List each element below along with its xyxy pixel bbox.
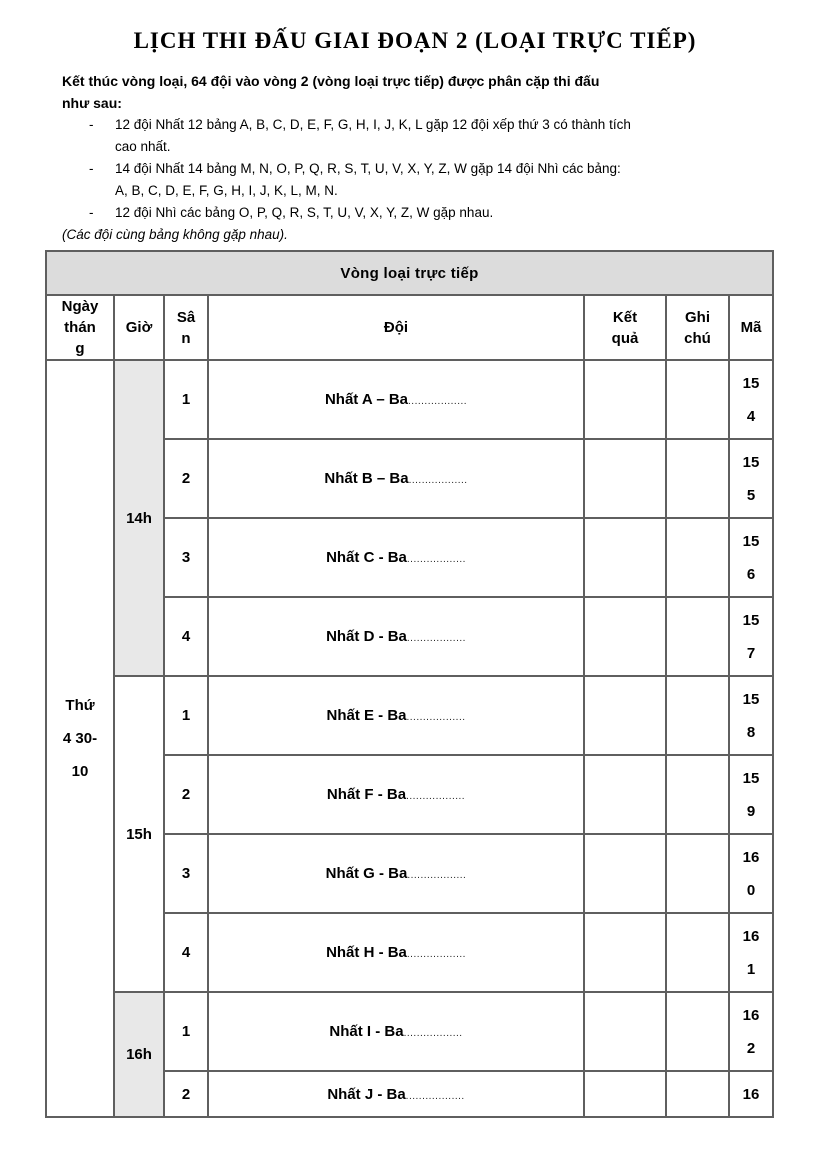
col-header-result xyxy=(584,295,666,360)
note-cell xyxy=(666,834,729,913)
result-cell xyxy=(584,1071,666,1117)
bullet-line: cao nhất. xyxy=(115,139,171,154)
team-label: Nhất A – Ba xyxy=(324,391,409,408)
header-line: Sâ xyxy=(176,308,196,326)
table-row xyxy=(46,992,773,1071)
note-cell xyxy=(666,992,729,1071)
col-header-code: Mã xyxy=(729,295,773,360)
code-cell xyxy=(729,992,773,1071)
code-line: 15 xyxy=(742,374,760,392)
dotted-leader: .................. xyxy=(405,1090,465,1102)
team-cell xyxy=(208,992,584,1071)
code-line: 15 xyxy=(742,769,760,787)
note-cell xyxy=(666,755,729,834)
time-cell-15h: 15h xyxy=(114,676,164,992)
code-line: 4 xyxy=(746,407,756,425)
intro-line: như sau: xyxy=(62,95,122,111)
note-line: (Các đội cùng bảng không gặp nhau). xyxy=(62,227,288,242)
time-cell-14h: 14h xyxy=(114,360,164,676)
code-line: 15 xyxy=(742,453,760,471)
dotted-leader: .................. xyxy=(408,396,468,407)
result-cell xyxy=(584,518,666,597)
code-cell xyxy=(729,439,773,518)
code-cell xyxy=(729,518,773,597)
team-label: Nhất B – Ba xyxy=(324,470,409,487)
code-line: 16 xyxy=(742,1085,760,1103)
team-label: Nhất F - Ba xyxy=(326,786,407,803)
header-line: g xyxy=(75,340,85,357)
dotted-leader: .................. xyxy=(406,554,466,565)
team-label: Nhất J - Ba xyxy=(327,1085,406,1103)
code-line: 16 xyxy=(742,927,760,945)
code-cell xyxy=(729,676,773,755)
result-cell xyxy=(584,676,666,755)
result-cell xyxy=(584,913,666,992)
table-title-row xyxy=(46,251,773,295)
code-line: 2 xyxy=(746,1039,756,1057)
team-label: Nhất I - Ba xyxy=(329,1023,404,1040)
result-cell xyxy=(584,439,666,518)
note-cell xyxy=(666,518,729,597)
header-line: thán xyxy=(64,319,96,336)
dotted-leader: .................. xyxy=(406,791,466,802)
dotted-leader: .................. xyxy=(406,712,466,723)
col-header-court xyxy=(164,295,208,360)
code-line: 7 xyxy=(746,644,756,662)
date-line: 10 xyxy=(71,763,89,780)
column-header-row xyxy=(46,295,773,360)
team-cell xyxy=(208,439,584,518)
team-cell xyxy=(208,755,584,834)
code-line: 16 xyxy=(742,1006,760,1024)
team-cell xyxy=(208,518,584,597)
team-label: Nhất E - Ba xyxy=(326,707,407,724)
result-cell xyxy=(584,834,666,913)
code-line: 16 xyxy=(742,848,760,866)
dotted-leader: .................. xyxy=(406,633,466,644)
col-header-note xyxy=(666,295,729,360)
court-cell: 2 xyxy=(164,439,208,518)
header-line: Ghi xyxy=(685,308,710,326)
code-line: 15 xyxy=(742,690,760,708)
table-row xyxy=(46,360,773,439)
header-line: chú xyxy=(684,329,711,347)
code-line: 8 xyxy=(746,723,756,741)
result-cell xyxy=(584,755,666,834)
time-cell-16h: 16h xyxy=(114,992,164,1117)
note-cell xyxy=(666,913,729,992)
team-cell xyxy=(208,913,584,992)
bullet-line: 12 đội Nhất 12 bảng A, B, C, D, E, F, G, H, I, J, K, L gặp 12 đội xếp thứ 3 có thành tích xyxy=(115,117,631,132)
team-cell xyxy=(208,360,584,439)
team-label: Nhất C - Ba xyxy=(326,549,407,566)
code-line: 1 xyxy=(746,960,756,978)
code-line: 15 xyxy=(742,611,760,629)
date-cell xyxy=(46,360,114,1117)
schedule-table xyxy=(45,250,774,1118)
note-cell xyxy=(666,676,729,755)
note-cell xyxy=(666,1071,729,1117)
court-cell: 3 xyxy=(164,518,208,597)
team-cell xyxy=(208,597,584,676)
intro-section xyxy=(62,70,778,246)
code-cell xyxy=(729,1071,773,1117)
date-line: Thứ xyxy=(65,697,95,714)
note-cell xyxy=(666,360,729,439)
note-cell xyxy=(666,439,729,518)
bullet-marker: - xyxy=(89,205,94,220)
code-cell xyxy=(729,360,773,439)
note-cell xyxy=(666,597,729,676)
court-cell: 1 xyxy=(164,360,208,439)
dotted-leader: .................. xyxy=(406,949,466,960)
table-title: Vòng loại trực tiếp xyxy=(46,251,773,295)
result-cell xyxy=(584,992,666,1071)
code-cell xyxy=(729,913,773,992)
code-line: 6 xyxy=(746,565,756,583)
team-label: Nhất H - Ba xyxy=(326,944,407,961)
code-cell xyxy=(729,597,773,676)
code-line: 9 xyxy=(746,802,756,820)
code-line: 0 xyxy=(746,881,756,899)
court-cell: 1 xyxy=(164,992,208,1071)
court-cell: 1 xyxy=(164,676,208,755)
bullet-item xyxy=(62,202,778,224)
court-cell: 3 xyxy=(164,834,208,913)
dotted-leader: .................. xyxy=(408,475,468,486)
col-header-time: Giờ xyxy=(114,295,164,360)
result-cell xyxy=(584,360,666,439)
team-cell xyxy=(208,1071,584,1117)
intro-paragraph xyxy=(62,70,778,114)
bullet-item xyxy=(62,158,778,202)
header-line: Kết xyxy=(612,308,638,326)
intro-line: Kết thúc vòng loại, 64 đội vào vòng 2 (vòng loại trực tiếp) được phân cặp thi đấu xyxy=(62,73,600,89)
bullet-marker: - xyxy=(89,117,94,132)
court-cell: 2 xyxy=(164,1071,208,1117)
team-label: Nhất G - Ba xyxy=(325,865,408,882)
bullet-item xyxy=(62,114,778,158)
bullet-line: 12 đội Nhì các bảng O, P, Q, R, S, T, U, V, X, Y, Z, W gặp nhau. xyxy=(115,205,494,220)
dotted-leader: .................. xyxy=(407,870,467,881)
code-line: 15 xyxy=(742,532,760,550)
table-row xyxy=(46,676,773,755)
code-line: 5 xyxy=(746,486,756,504)
header-line: n xyxy=(181,329,191,347)
dotted-leader: .................. xyxy=(403,1028,463,1039)
header-line: quả xyxy=(611,329,639,347)
col-header-date xyxy=(46,295,114,360)
court-cell: 4 xyxy=(164,597,208,676)
court-cell: 2 xyxy=(164,755,208,834)
code-cell xyxy=(729,834,773,913)
team-label: Nhất D - Ba xyxy=(326,628,407,645)
bullet-line: 14 đội Nhất 14 bảng M, N, O, P, Q, R, S, T, U, V, X, Y, Z, W gặp 14 đội Nhì các bảng: xyxy=(115,161,621,176)
bullet-marker: - xyxy=(89,161,94,176)
team-cell xyxy=(208,676,584,755)
court-cell: 4 xyxy=(164,913,208,992)
bullet-line: A, B, C, D, E, F, G, H, I, J, K, L, M, N. xyxy=(115,183,338,198)
date-line: 4 30- xyxy=(62,730,98,747)
header-line: Ngày xyxy=(61,298,99,315)
col-header-team: Đội xyxy=(208,295,584,360)
code-cell xyxy=(729,755,773,834)
page-title: LỊCH THI ĐẤU GIAI ĐOẠN 2 (LOẠI TRỰC TIẾP) xyxy=(133,28,697,53)
result-cell xyxy=(584,597,666,676)
team-cell xyxy=(208,834,584,913)
